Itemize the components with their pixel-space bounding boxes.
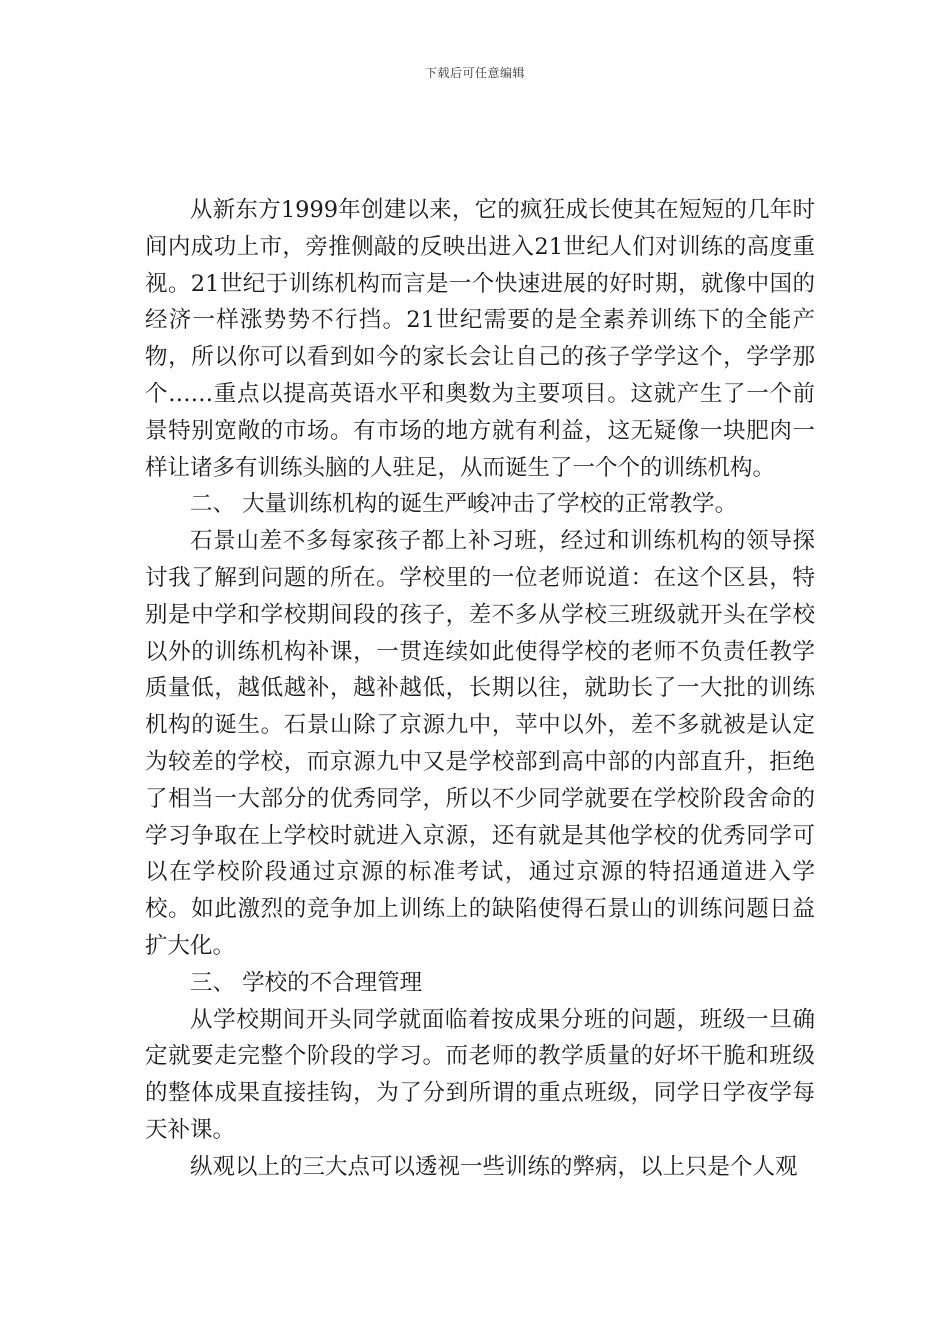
- document-body: [145, 192, 815, 1186]
- paragraph-summary: 纵观以上的三大点可以透视一些训练的弊病，以上只是个人观: [190, 1153, 798, 1180]
- paragraph-management: 从学校期间开头同学就面临着按成果分班的问题，班级一旦确定就要走完整个阶段的学习。而老师的教学质量的好坏干脆和班级的整体成果直接挂钩，为了分到所谓的重点班级，同学日学夜学每天补课。: [145, 1006, 815, 1143]
- section-heading-two: 二、 大量训练机构的诞生严峻冲击了学校的正常教学。: [190, 491, 738, 518]
- paragraph-shijingshan: 石景山差不多每家孩子都上补习班，经过和训练机构的领导探讨我了解到问题的所在。学校里的一位老师说道：在这个区县，特别是中学和学校期间段的孩子，差不多从学校三班级就开头在学校以外的训练机构补课，一贯连续如此使得学校的老师不负责任教学质量低，越低越补，越补越低，长期以往，就助长了一大批的训练机构的诞生。石景山除了京源九中，苹中以外，差不多就被是认定为较差的学校，而京源九中又是学校部到高中部的内部直升，拒绝了相当一大部分的优秀同学，所以不少同学就要在学校阶段舍命的学习争取在上学校时就进入京源，还有就是其他学校的优秀同学可以在学校阶段通过京源的标准考试，通过京源的特招通道进入学校。如此激烈的竞争加上训练上的缺陷使得石景山的训练问题日益扩大化。: [145, 528, 815, 959]
- section-heading-three: 三、 学校的不合理管理: [190, 969, 423, 996]
- paragraph-intro: 从新东方1999年创建以来，它的疯狂成长使其在短短的几年时间内成功上市，旁推侧敲的反映出进入21世纪人们对训练的高度重视。21世纪于训练机构而言是一个快速进展的好时期，就像中国的经济一样涨势势不行挡。21世纪需要的是全素养训练下的全能产物，所以你可以看到如今的家长会让自己的孩子学学这个，学学那个……重点以提高英语水平和奥数为主要项目。这就产生了一个前景特别宽敞的市场。有市场的地方就有利益，这无疑像一块肥肉一样让诸多有训练头脑的人驻足，从而诞生了一个个的训练机构。: [145, 197, 815, 481]
- page-header: 下载后可任意编辑: [424, 66, 525, 80]
